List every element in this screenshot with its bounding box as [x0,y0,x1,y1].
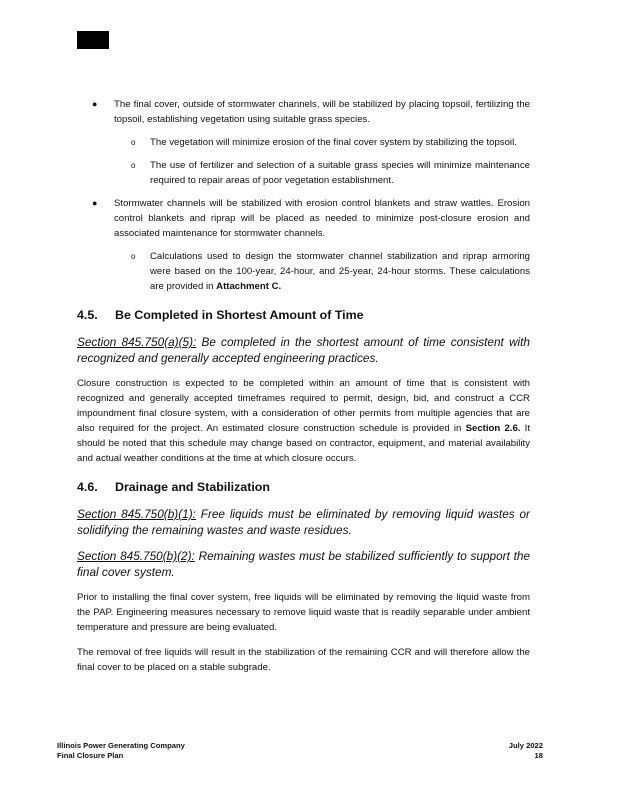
section-title: Drainage and Stabilization [115,480,270,494]
body-paragraph [77,376,530,466]
redaction-block [77,31,109,49]
sub-bullet-item [77,158,530,188]
bullet-mark: ● [92,99,98,109]
bullet-text: Stormwater channels will be stabilized with erosion control blankets and straw wattles. Erosion control blankets and riprap will be placed as needed to minimize post-closure erosion and associated maintenance for stormwater channels. [114,198,530,239]
bullet-item [77,196,530,241]
document-body [77,97,530,685]
regulation-text: Free liquids must be eliminated by removing liquid wastes or solidifying the remaining wastes and waste residues. [77,507,530,537]
paragraph-text: It should be noted that this schedule may change based on contractor, equipment, and material availability and actual weather conditions at the time at which closure occurs. [77,423,530,464]
footer-company: Illinois Power Generating Company [57,741,185,750]
paragraph-text: Closure construction is expected to be completed within an amount of time that is consistent with recognized and generally accepted timeframes required to permit, design, bid, and construct a CCR impoundment final closure system, with a consideration of other permits from multiple agencies that are also required for the project. An estimated closure construction schedule is provided in [77,378,530,434]
sub-bullet-mark: o [131,161,136,170]
section-reference: Section 2.6. [465,423,521,434]
regulation-reference: Section 845.750(b)(2): [77,549,195,563]
section-number: 4.5. [77,308,98,322]
sub-bullet-text: The vegetation will minimize erosion of the final cover system by stabilizing the topsoil. [150,137,517,148]
sub-bullet-mark: o [131,138,136,147]
section-heading-4-5 [77,308,530,323]
sub-bullet-text [150,251,530,292]
calc-text: Calculations used to design the stormwater channel stabilization and riprap armoring were based on the 100-year, 24-hour, and 25-year, 24-hour storms. These calculations are provided in [150,251,530,292]
footer-page-number: 18 [534,751,543,760]
bullet-text: The final cover, outside of stormwater channels, will be stabilized by placing topsoil, fertilizing the topsoil, establishing vegetation using suitable grass species. [114,99,530,125]
regulation-requirement [77,506,530,538]
regulation-reference: Section 845.750(b)(1): [77,507,196,521]
footer-date: July 2022 [508,741,543,750]
section-title: Be Completed in Shortest Amount of Time [115,308,364,322]
attachment-reference: Attachment C. [216,281,282,292]
regulation-requirement [77,334,530,366]
page-footer [57,741,543,761]
regulation-text: Remaining wastes must be stabilized sufficiently to support the final cover system. [77,549,530,579]
sub-bullet-text: The use of fertilizer and selection of a suitable grass species will minimize maintenance required to repair areas of poor vegetation establishment. [150,160,530,186]
section-number: 4.6. [77,480,98,494]
body-paragraph: The removal of free liquids will result in the stabilization of the remaining CCR and will therefore allow the final cover to be placed on a stable subgrade. [77,647,530,673]
bullet-item [77,97,530,127]
regulation-reference: Section 845.750(a)(5): [77,335,197,349]
body-paragraph: Prior to installing the final cover system, free liquids will be eliminated by removing the liquid waste from the PAP. Engineering measures necessary to remove liquid waste that is readily separable under ambient temperature and pressure are being evaluated. [77,592,530,633]
regulation-requirement [77,548,530,580]
footer-document-title: Final Closure Plan [57,751,124,760]
sub-bullet-mark: o [131,252,136,261]
sub-bullet-item [77,135,530,150]
regulation-text: Be completed in the shortest amount of time consistent with recognized and generally accepted engineering practices. [77,335,530,365]
section-heading-4-6 [77,480,530,495]
sub-bullet-item [77,249,530,294]
bullet-mark: ● [92,198,98,208]
